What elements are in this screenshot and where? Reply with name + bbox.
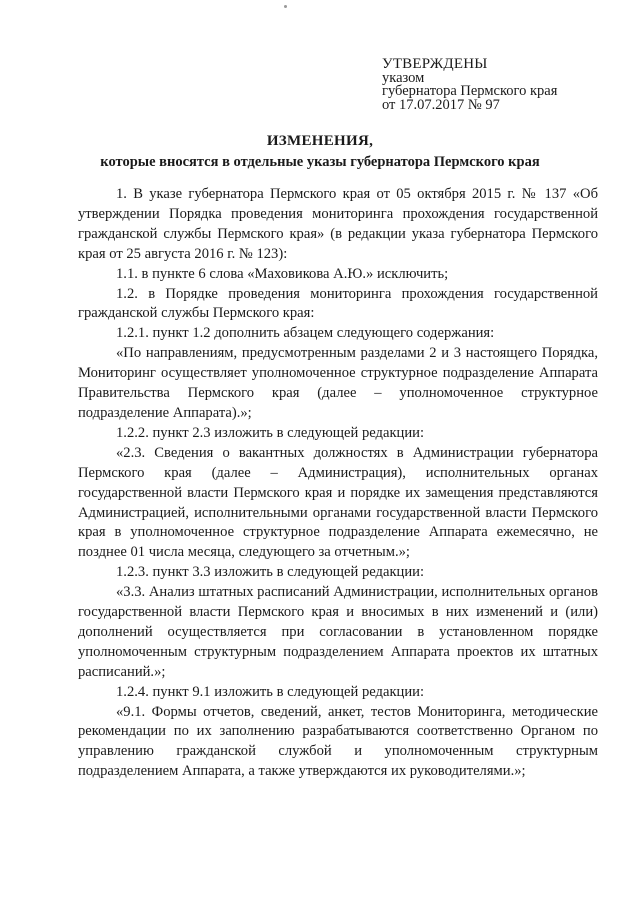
approval-line-decree: указом <box>382 69 425 86</box>
document-subtitle: которые вносятся в отдельные указы губернатора Пермского края <box>100 154 540 170</box>
paragraph-item-1-1: 1.1. в пункте 6 слова «Маховикова А.Ю.» исключить; <box>116 265 449 282</box>
paragraph-quote-1-2: «По направлениям, предусмотренным разделами 2 и 3 настоящего Порядка, Мониторинг осуществляет уполномоченное структурное подразделение Аппарата Правительства Пермского края (далее – уполномоченное структурное подразделение Аппарата).»; <box>78 345 598 421</box>
approval-title: УТВЕРЖДЕНЫ <box>382 56 488 72</box>
paragraph-item-1: 1. В указе губернатора Пермского края от 05 октября 2015 г. № 137 «Об утверждении Порядка проведения мониторинга прохождения государственной гражданской службы Пермского края» (в редакции указа губернатора Пермского края от 25 августа 2016 г. № 123): <box>78 186 598 262</box>
approval-stamp <box>382 58 557 112</box>
approval-line-date: от 17.07.2017 № 97 <box>382 96 500 113</box>
paragraph-item-1-2-3: 1.2.3. пункт 3.3 изложить в следующей редакции: <box>116 564 425 581</box>
paragraph-quote-3-3: «3.3. Анализ штатных расписаний Администрации, исполнительных органов государственной власти Пермского края и вносимых в них изменений и (или) дополнений осуществляется при согласовании в установленном порядке уполномоченным структурным подразделением Аппарата проектов их штатных расписаний.»; <box>78 584 598 680</box>
document-body <box>78 185 598 782</box>
document-title: ИЗМЕНЕНИЯ, <box>266 133 374 149</box>
paragraph-item-1-2-4: 1.2.4. пункт 9.1 изложить в следующей редакции: <box>116 683 425 700</box>
paragraph-item-1-2-2: 1.2.2. пункт 2.3 изложить в следующей редакции: <box>116 424 425 441</box>
paragraph-item-1-2-1: 1.2.1. пункт 1.2 дополнить абзацем следующего содержания: <box>116 325 495 342</box>
scan-speck <box>284 5 287 8</box>
paragraph-quote-2-3: «2.3. Сведения о вакантных должностях в Администрации губернатора Пермского края (далее – Администрация), исполнительных органах государственной власти Пермского края и порядке их замещения представляются Администрацией, исполнительными органами государственной власти Пермского края в уполномоченное структурное подразделение Аппарата ежемесячно, не позднее 01 числа месяца, следующего за отчетным.»; <box>78 444 598 561</box>
approval-line-governor: губернатора Пермского края <box>382 83 558 99</box>
paragraph-item-1-2: 1.2. в Порядке проведения мониторинга прохождения государственной гражданской службы Пермского края: <box>78 285 598 322</box>
paragraph-quote-9-1: «9.1. Формы отчетов, сведений, анкет, тестов Мониторинга, методические рекомендации по их заполнению разрабатываются соответственно Органом по управлению гражданской службой и уполномоченным структурным подразделением Аппарата, а также утверждаются их руководителями.»; <box>78 703 598 780</box>
